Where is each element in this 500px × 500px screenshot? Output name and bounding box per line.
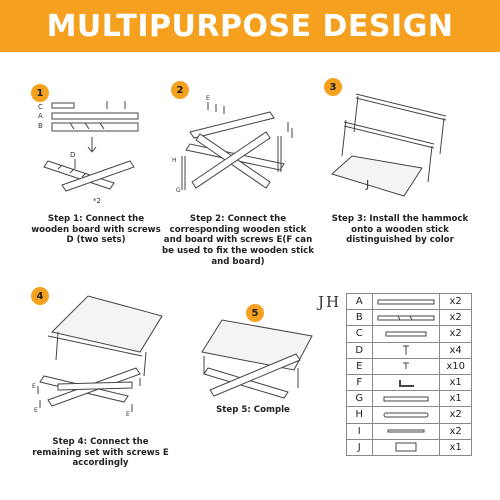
parts-row bbox=[347, 391, 472, 407]
page-title: MULTIPURPOSE DESIGN bbox=[46, 8, 454, 44]
part-letter: F bbox=[347, 374, 373, 390]
part-qty: x10 bbox=[440, 358, 472, 374]
label-e-2: E bbox=[34, 407, 38, 414]
part-qty: x1 bbox=[440, 374, 472, 390]
step-4-caption: Step 4: Connect the remaining set with screws E accordingly bbox=[32, 437, 169, 469]
thin-stick-icon bbox=[376, 426, 436, 436]
label-e: E bbox=[206, 95, 210, 102]
step-5-illustration bbox=[194, 312, 318, 402]
part-letter: D bbox=[347, 342, 373, 358]
label-h: H bbox=[172, 157, 177, 164]
step-5-caption: Step 5: Comple bbox=[216, 405, 290, 415]
part-letter: G bbox=[347, 391, 373, 407]
step-1-badge: 1 bbox=[31, 84, 49, 102]
parts-row bbox=[347, 326, 472, 342]
step-4-badge: 4 bbox=[31, 287, 49, 305]
step-3-caption: Step 3: Install the hammock onto a wooden stick distinguished by color bbox=[331, 214, 469, 246]
step-4-illustration bbox=[28, 290, 178, 430]
short-board-icon bbox=[376, 329, 436, 339]
parts-row bbox=[347, 407, 472, 423]
long-screw-icon bbox=[376, 344, 436, 356]
parts-row bbox=[347, 310, 472, 326]
label-c: C bbox=[38, 103, 43, 111]
label-b: B bbox=[38, 122, 43, 130]
part-qty: x2 bbox=[440, 423, 472, 439]
hammock-cloth-icon bbox=[376, 441, 436, 453]
step-5-badge: 5 bbox=[246, 304, 264, 322]
part-letter: I bbox=[347, 423, 373, 439]
stick-icon bbox=[376, 394, 436, 404]
parts-table bbox=[346, 293, 472, 456]
parts-list-title: JH bbox=[318, 293, 342, 311]
round-stick-icon bbox=[376, 410, 436, 420]
label-a: A bbox=[38, 112, 43, 120]
step-2-caption: Step 2: Connect the corresponding wooden stick and board with screws E(F can be used to fix the wooden stick and board) bbox=[162, 214, 314, 267]
label-e-3: E bbox=[126, 411, 130, 418]
part-letter: C bbox=[347, 326, 373, 342]
part-qty: x2 bbox=[440, 326, 472, 342]
step-1-caption: Step 1: Connect the wooden board with screws D (two sets) bbox=[31, 214, 161, 246]
parts-row bbox=[347, 423, 472, 439]
part-letter: A bbox=[347, 294, 373, 310]
step-2-illustration bbox=[170, 92, 300, 200]
parts-row bbox=[347, 439, 472, 455]
short-screw-icon bbox=[376, 360, 436, 372]
long-board-icon bbox=[376, 297, 436, 307]
part-letter: H bbox=[347, 407, 373, 423]
step-3-badge: 3 bbox=[324, 78, 342, 96]
step-2-badge: 2 bbox=[171, 81, 189, 99]
label-count: *2 bbox=[93, 197, 101, 205]
parts-row bbox=[347, 374, 472, 390]
label-d: D bbox=[70, 151, 76, 159]
step-3-illustration bbox=[322, 88, 452, 200]
part-letter: E bbox=[347, 358, 373, 374]
parts-row bbox=[347, 342, 472, 358]
part-qty: x1 bbox=[440, 439, 472, 455]
part-letter: B bbox=[347, 310, 373, 326]
label-g: G bbox=[176, 187, 181, 194]
label-e-1: E bbox=[32, 383, 36, 390]
part-qty: x2 bbox=[440, 310, 472, 326]
part-qty: x1 bbox=[440, 391, 472, 407]
part-qty: x2 bbox=[440, 407, 472, 423]
header-banner bbox=[0, 0, 500, 52]
part-letter: J bbox=[347, 439, 373, 455]
parts-row bbox=[347, 294, 472, 310]
part-qty: x4 bbox=[440, 342, 472, 358]
parts-row bbox=[347, 358, 472, 374]
slotted-board-icon bbox=[376, 313, 436, 323]
label-j: J bbox=[366, 178, 370, 191]
step-1-illustration bbox=[30, 95, 160, 205]
allen-key-icon bbox=[376, 377, 436, 389]
part-qty: x2 bbox=[440, 294, 472, 310]
